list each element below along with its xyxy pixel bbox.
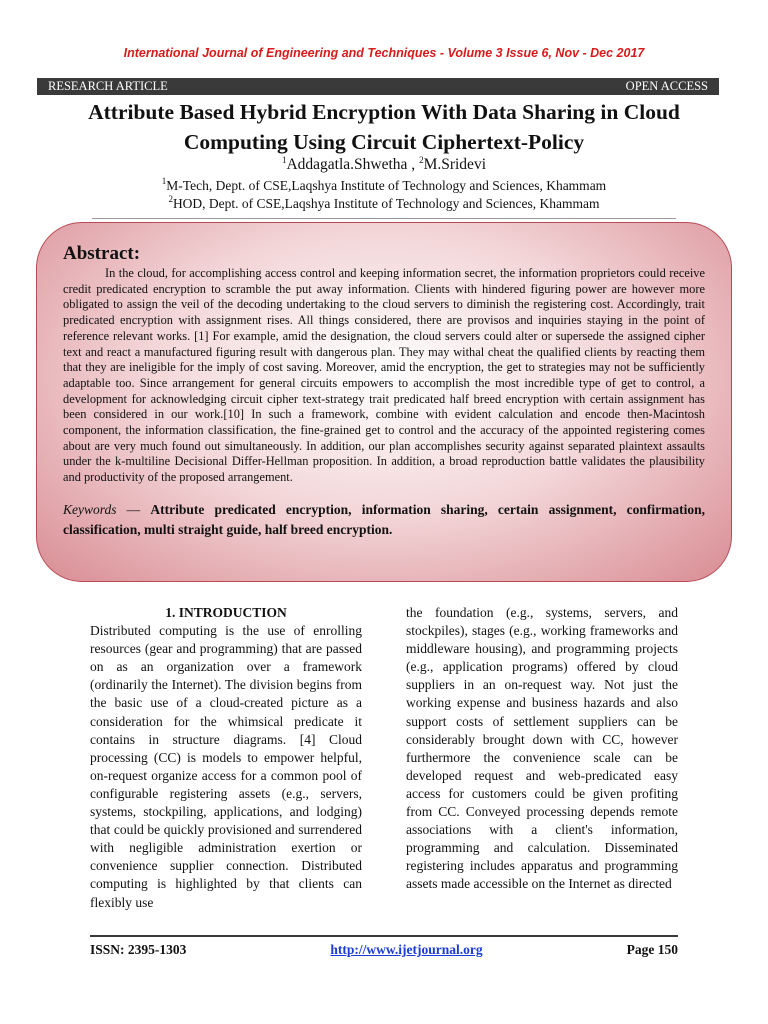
page-number: Page 150	[626, 942, 678, 957]
footer-divider	[90, 935, 678, 937]
journal-link[interactable]: http://www.ijetjournal.org	[330, 942, 483, 957]
body-column-left	[90, 604, 362, 912]
affiliation-2	[0, 196, 768, 212]
author-list	[0, 156, 768, 174]
abstract-heading: Abstract:	[63, 243, 141, 264]
issn-label: ISSN: 2395-1303	[90, 942, 187, 957]
keywords-label: Keywords	[63, 501, 117, 517]
affiliation-1	[0, 178, 768, 194]
article-type-label: RESEARCH ARTICLE	[48, 79, 168, 93]
body-column-right	[406, 604, 678, 894]
section-heading-introduction: 1. INTRODUCTION	[165, 605, 287, 620]
keywords-text: Attribute predicated encryption, information sharing, certain assignment, confirmation, classification, multi straight guide, half breed encryption.	[63, 501, 705, 537]
keywords-dash: —	[116, 501, 151, 517]
abstract-text: In the cloud, for accomplishing access control and keeping information secret, the information proprietors could receive credit predicated encryption to scramble the put away information. Clients with hindered figuring power are however more obligated to assign the veil of the decoding undertaking to the cloud servers to diminish the registering cost. Accordingly, trait predicated encryption with assignment rises. All things considered, there are provisos and inquiries staying in the point of reference relevant works. [1] For example, amid the designation, the cloud servers could alter or supersede the assigned cipher text and react a manufactured figuring result with dangerous plan. They may withal cheat the qualified clients by reacting them that they are ineligible for the imply of cost saving. Moreover, amid the encryption, the get to strategies may not be sufficiently adaptable too. Since arrangement for general circuits empowers to accomplish the most incredible type of get to control, a development for acknowledging circuit cipher text-strategy trait predicated half breed encryption with certain assignment has been considered in our work.[10] In such a framework, combine with evident calculation and encode then-Macintosh component, the information classification, the fine-grained get to control and the accuracy of the appointed registering comes about are very much found out simultaneously. In addition, our plan accomplishes security against separated plaintext assaults under the k-multiline Decisional Differ-Hellman proposition. In addition, a broad reproduction battle validates the plausibility and productivity of the proposed arrangement.	[63, 266, 705, 485]
abstract-box	[36, 222, 732, 582]
author-2-superscript: 2	[419, 155, 424, 165]
affiliation-2-superscript: 2	[168, 194, 173, 204]
author-2-name: M.Sridevi	[423, 156, 486, 173]
author-1-superscript: 1	[281, 155, 287, 165]
affiliation-1-text: M-Tech, Dept. of CSE,Laqshya Institute of Technology and Sciences, Khammam	[166, 178, 607, 193]
author-1-name: Addagatla.Shwetha ,	[286, 156, 420, 173]
intro-paragraph-right: the foundation (e.g., systems, servers, and stockpiles), stages (e.g., working frameworks and middleware housing), and programming projects (e.g., application programs) offered by cloud suppliers in an on-request way. Not just the working expense and business hazards and also support costs of settlement suppliers can be considerably brought down with CC, however furthermore the convenience scale can be developed request and web-predicated easy access for customers could be given profiting from CC. Conveyed processing depends remote associations with a client's information, programming and calculation. Disseminated registering includes apparatus and programming assets made accessible on the Internet as directed	[406, 605, 678, 892]
open-access-label: OPEN ACCESS	[625, 79, 708, 93]
paper-title: Attribute Based Hybrid Encryption With Data Sharing in Cloud Computing Using Circuit Ciphertext-Policy	[88, 100, 680, 154]
intro-paragraph-left: Distributed computing is the use of enrolling resources (gear and programming) that are passed on as an organization over a framework (ordinarily the Internet). The division begins from the basic use of a cloud-created picture as a consideration for the whimsical predicate it contains in structure diagrams. [4] Cloud processing (CC) is models to empower helpful, on-request organize access for a common pool of configurable registering assets (e.g., servers, systems, stockpiling, applications, and lodging) that could be quickly provisioned and surrendered with negligible administration exertion or convenience supplier connection. Distributed computing is highlighted by that clients can flexibly use	[90, 623, 362, 910]
affiliation-1-superscript: 1	[161, 176, 167, 186]
affiliation-2-text: HOD, Dept. of CSE,Laqshya Institute of Technology and Sciences, Khammam	[172, 196, 600, 211]
header-divider	[92, 218, 676, 219]
keywords-block	[63, 500, 705, 540]
page-footer	[90, 942, 678, 958]
journal-header: International Journal of Engineering and Techniques - Volume 3 Issue 6, Nov - Dec 2017	[123, 46, 645, 60]
article-type-bar	[37, 78, 719, 95]
